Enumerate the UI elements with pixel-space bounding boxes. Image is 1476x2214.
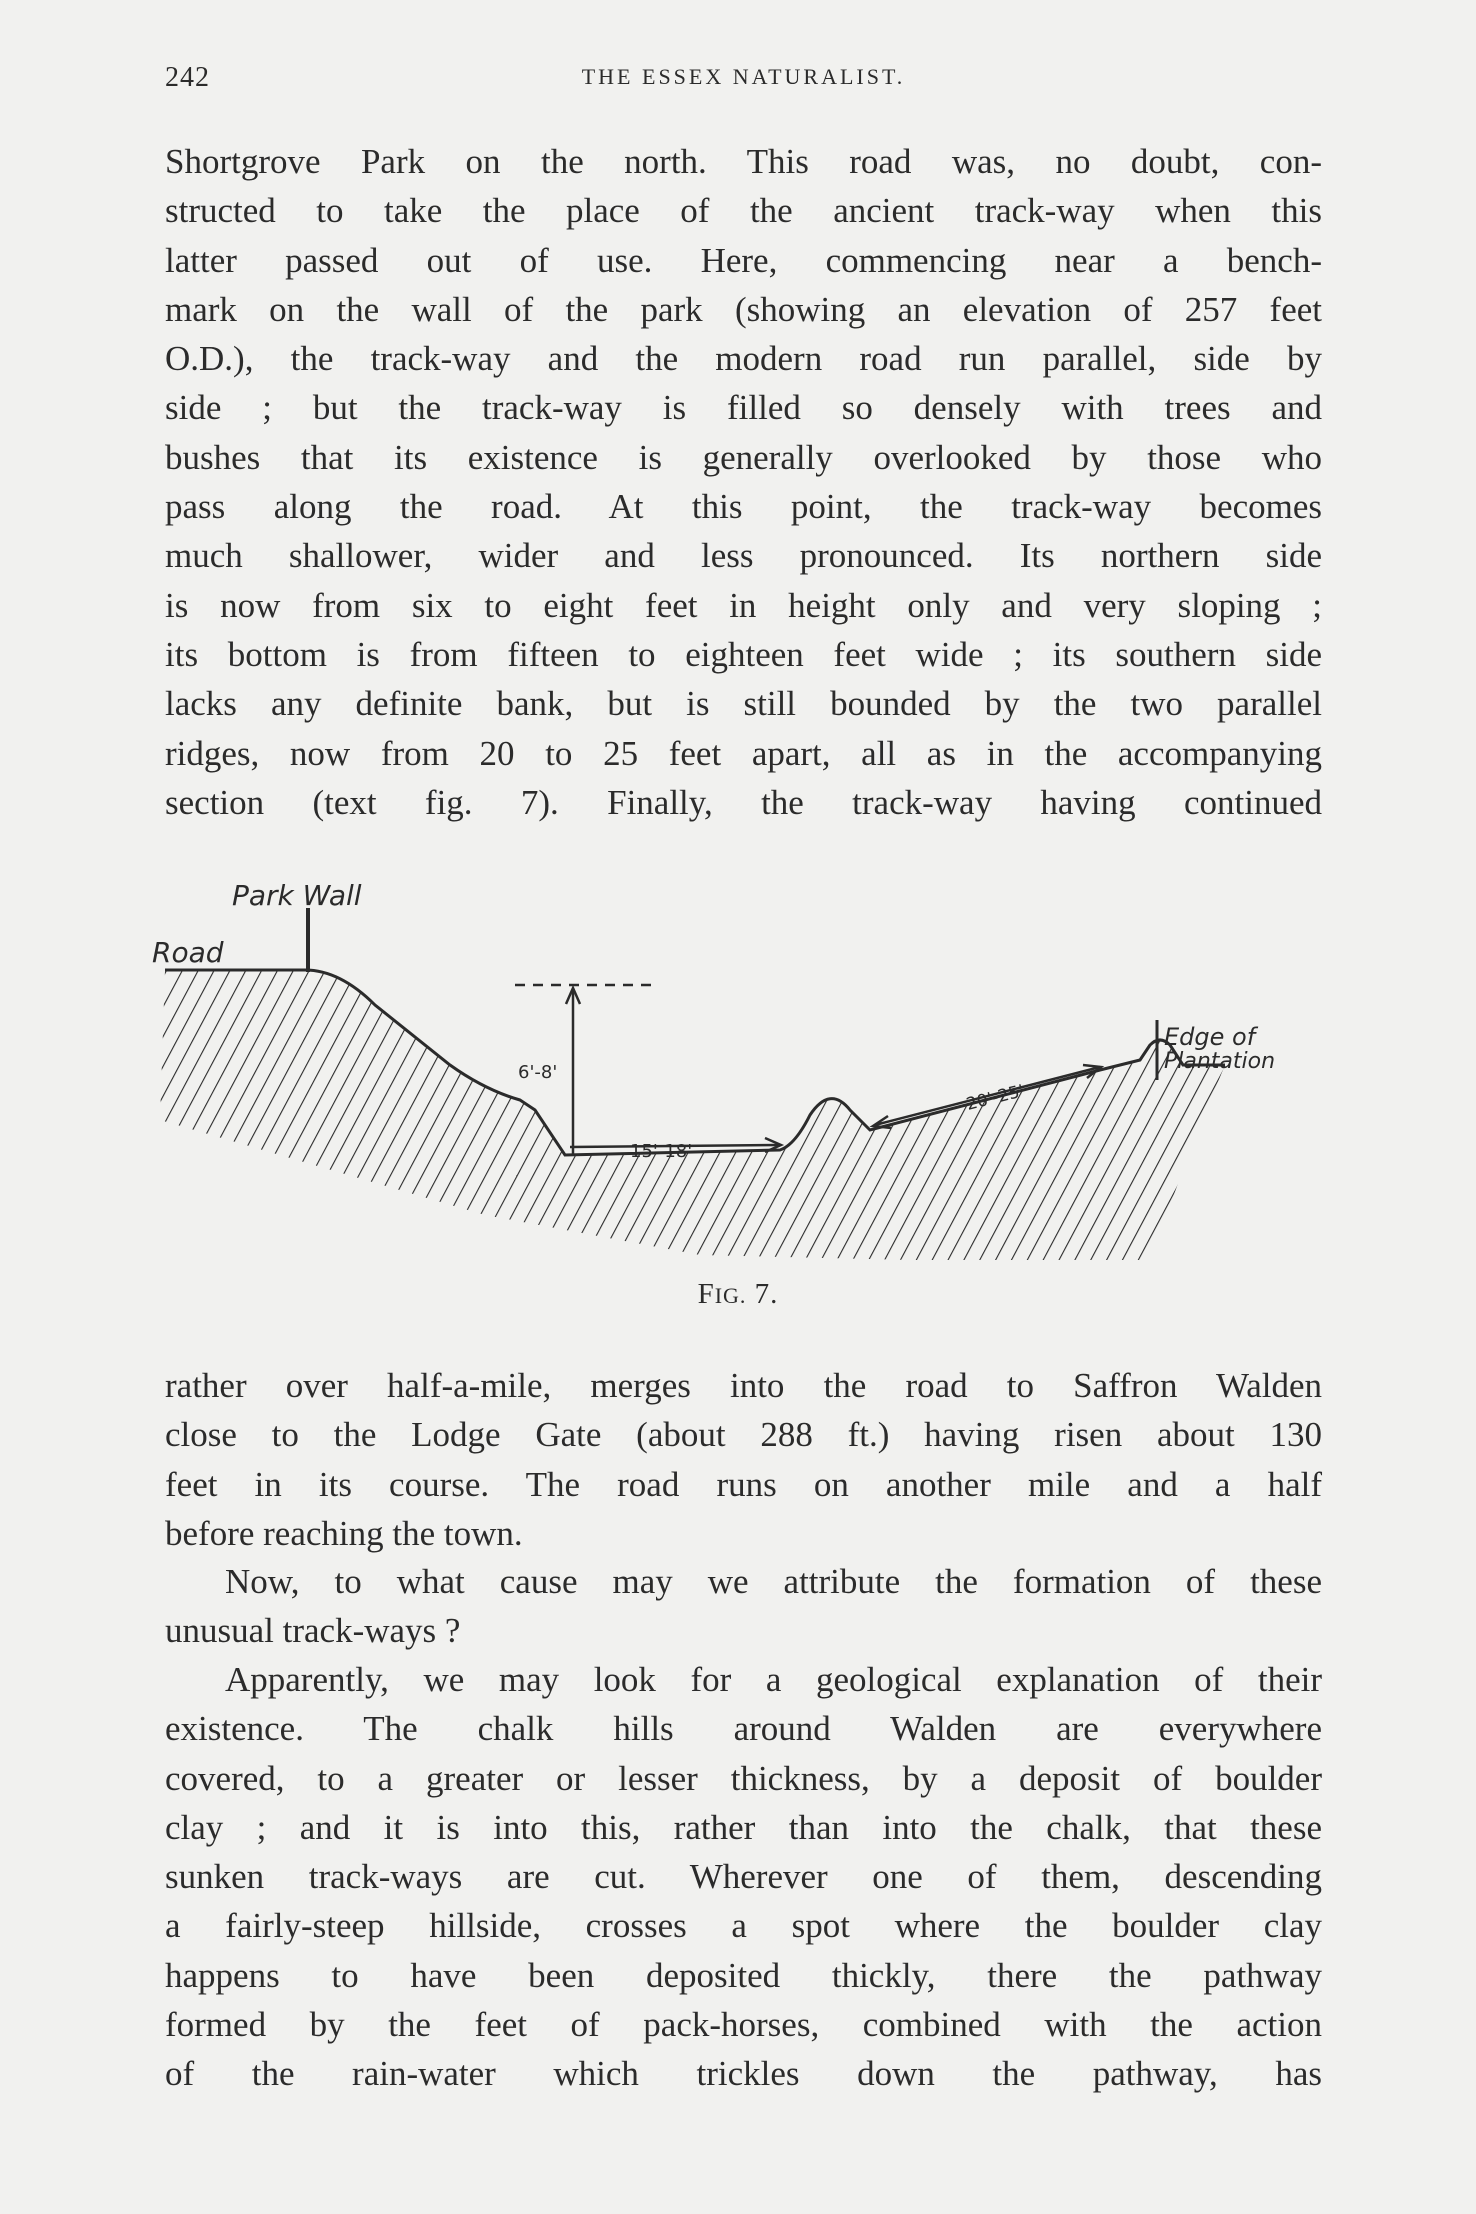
cross-section-figure: [140, 870, 1360, 1270]
page-header: [165, 62, 1322, 102]
cross-section-drawing: [140, 870, 1360, 1270]
text-line: section (text fig. 7). Finally, the track-way having continued: [165, 782, 1322, 822]
text-line: its bottom is from fifteen to eighteen feet wide ; its southern side: [165, 634, 1322, 674]
text-line: Apparently, we may look for a geological explanation of their: [225, 1660, 1322, 1699]
label-bottom-width: 15'-18': [630, 1141, 693, 1162]
text-line: Shortgrove Park on the north. This road was, no doubt, con-: [165, 142, 1322, 181]
paragraph-2: [165, 1361, 1322, 1558]
label-ridge-spacing: 20'-25': [964, 1081, 1027, 1115]
text-line: bushes that its existence is generally overlooked by those who: [165, 437, 1322, 477]
text-line: of the rain-water which trickles down the pathway, has: [165, 2054, 1322, 2094]
text-line: unusual track-ways ?: [165, 1611, 461, 1651]
ground-hatching: [160, 970, 1225, 1260]
label-edge-of: Edge of: [1164, 1023, 1256, 1051]
text-line: formed by the feet of pack-horses, combined with the action: [165, 2005, 1322, 2045]
text-line: close to the Lodge Gate (about 288 ft.) having risen about 130: [165, 1415, 1322, 1455]
text-line: structed to take the place of the ancient track-way when this: [165, 191, 1322, 231]
page-number: 242: [165, 62, 210, 93]
text-line: mark on the wall of the park (showing an elevation of 257 feet: [165, 289, 1322, 329]
text-line: rather over half-a-mile, merges into the road to Saffron Walden: [165, 1366, 1322, 1405]
text-line: is now from six to eight feet in height only and very sloping ;: [165, 585, 1322, 625]
text-line: existence. The chalk hills around Walden are everywhere: [165, 1709, 1322, 1749]
text-line: feet in its course. The road runs on another mile and a half: [165, 1464, 1322, 1504]
text-line: latter passed out of use. Here, commencing near a bench-: [165, 240, 1322, 280]
label-park-wall: Park Wall: [232, 879, 362, 912]
text-line: before reaching the town.: [165, 1513, 523, 1553]
text-line: Now, to what cause may we attribute the formation of these: [225, 1562, 1322, 1601]
text-line: happens to have been deposited thickly, there the pathway: [165, 1955, 1322, 1995]
label-road: Road: [152, 936, 224, 969]
text-line: pass along the road. At this point, the track-way becomes: [165, 487, 1322, 527]
paragraph-1: [165, 137, 1322, 827]
text-line: covered, to a greater or lesser thickness, by a deposit of boulder: [165, 1758, 1322, 1798]
text-line: clay ; and it is into this, rather than into the chalk, that these: [165, 1807, 1322, 1847]
figure-caption: [0, 1278, 1476, 1311]
running-head: THE ESSEX NATURALIST.: [581, 64, 906, 89]
text-line: O.D.), the track-way and the modern road run parallel, side by: [165, 339, 1322, 379]
text-line: much shallower, wider and less pronounced. Its northern side: [165, 536, 1322, 576]
label-height: 6'-8': [518, 1062, 558, 1083]
text-line: a fairly-steep hillside, crosses a spot where the boulder clay: [165, 1906, 1322, 1946]
paragraph-4: [165, 1655, 1322, 2099]
caption-initial: F: [697, 1278, 715, 1310]
text-line: side ; but the track-way is filled so densely with trees and: [165, 388, 1322, 428]
text-line: ridges, now from 20 to 25 feet apart, all as in the accompanying: [165, 733, 1322, 773]
text-line: sunken track-ways are cut. Wherever one of them, descending: [165, 1857, 1322, 1897]
caption-rest: IG.: [714, 1283, 747, 1308]
paragraph-3: [165, 1557, 1322, 1656]
caption-number: 7.: [754, 1278, 779, 1310]
text-line: lacks any definite bank, but is still bounded by the two parallel: [165, 684, 1322, 724]
label-plantation: Plantation: [1164, 1049, 1276, 1074]
